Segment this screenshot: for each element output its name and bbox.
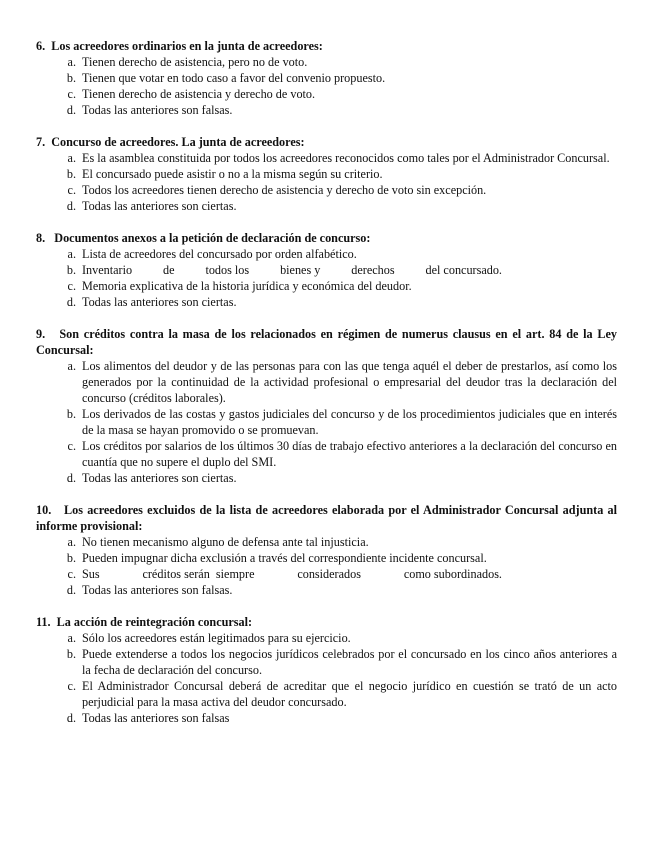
question-11 (36, 614, 617, 726)
question-number: 10. (36, 503, 52, 517)
option-a (36, 630, 617, 646)
option-word: bienes y (280, 263, 321, 277)
option-list (36, 246, 617, 310)
option-letter: d. (66, 103, 76, 117)
option-letter: b. (66, 263, 76, 277)
option-text: No tienen mecanismo alguno de defensa ante tal injusticia. (82, 535, 369, 549)
option-text: El Administrador Concursal deberá de acreditar que el negocio jurídico en cuestión se trató de un acto perjudicial para la masa activa del deudor concursado. (82, 679, 617, 709)
option-word: derechos (351, 263, 395, 277)
option-text: Todas las anteriores son falsas (82, 711, 230, 725)
option-letter: b. (66, 167, 76, 181)
question-8 (36, 230, 617, 310)
option-text: Los créditos por salarios de los últimos 30 días de trabajo efectivo anteriores a la declaración del concurso en cuantía que no supere el duplo del SMI. (82, 439, 617, 469)
option-d (36, 102, 617, 118)
option-text: Lista de acreedores del concursado por orden alfabético. (82, 247, 357, 261)
question-number: 7. (36, 135, 46, 149)
option-c (36, 182, 617, 198)
option-text: Sólo los acreedores están legitimados para su ejercicio. (82, 631, 351, 645)
option-b (36, 406, 617, 438)
option-a (36, 54, 617, 70)
option-b (36, 550, 617, 566)
option-text: Todas las anteriores son falsas. (82, 103, 233, 117)
option-word: considerados (297, 567, 361, 581)
option-letter: a. (67, 359, 76, 373)
question-number: 6. (36, 39, 46, 53)
question-title (36, 326, 617, 358)
option-d (36, 710, 617, 726)
option-word: del concursado. (425, 263, 502, 277)
option-text: Es la asamblea constituida por todos los acreedores reconocidos como tales por el Administrador Concursal. (82, 151, 610, 165)
option-text: Todas las anteriores son ciertas. (82, 295, 237, 309)
question-number: 8. (36, 231, 46, 245)
option-letter: b. (66, 407, 76, 421)
option-list (36, 534, 617, 598)
option-c (36, 86, 617, 102)
option-letter: a. (67, 631, 76, 645)
option-a (36, 150, 617, 166)
option-text: Puede extenderse a todos los negocios jurídicos celebrados por el concursado en los cinco años anteriores a la fecha de declaración del concurso. (82, 647, 617, 677)
question-text: Los acreedores excluidos de la lista de acreedores elaborada por el Administrador Concursal adjunta al informe provisional: (36, 503, 618, 533)
option-letter: c. (67, 279, 76, 293)
option-text: Todas las anteriores son ciertas. (82, 471, 237, 485)
option-c (36, 678, 617, 710)
option-d (36, 198, 617, 214)
option-letter: c. (67, 183, 76, 197)
question-number: 9. (36, 327, 46, 341)
question-text: Concurso de acreedores. La junta de acreedores: (51, 135, 305, 149)
option-word: de (163, 263, 175, 277)
option-text: El concursado puede asistir o no a la misma según su criterio. (82, 167, 383, 181)
option-letter: b. (66, 71, 76, 85)
question-text: Son créditos contra la masa de los relacionados en régimen de numerus clausus en el art. 84 de la Ley Concursal: (36, 327, 618, 357)
option-letter: d. (66, 199, 76, 213)
question-text: La acción de reintegración concursal: (56, 615, 253, 629)
option-word: Inventario (82, 263, 133, 277)
option-letter: c. (67, 439, 76, 453)
option-letter: d. (66, 583, 76, 597)
option-text: Los derivados de las costas y gastos judiciales del concurso y de los procedimientos judiciales que en interés de la masa se hayan promovido o se promuevan. (82, 407, 617, 437)
question-text: Documentos anexos a la petición de declaración de concurso: (54, 231, 371, 245)
option-text: Todas las anteriores son ciertas. (82, 199, 237, 213)
option-word: todos los (205, 263, 250, 277)
option-letter: a. (67, 55, 76, 69)
option-d (36, 470, 617, 486)
question-title (36, 134, 617, 150)
option-text: Tienen derecho de asistencia, pero no de voto. (82, 55, 308, 69)
option-text: Tienen que votar en todo caso a favor del convenio propuesto. (82, 71, 386, 85)
option-letter: c. (67, 679, 76, 693)
option-text: Tienen derecho de asistencia y derecho de voto. (82, 87, 316, 101)
option-b (36, 166, 617, 182)
option-a (36, 358, 617, 406)
question-9 (36, 326, 617, 486)
option-word: como subordinados. (403, 567, 502, 581)
option-text: Todas las anteriores son falsas. (82, 583, 233, 597)
option-d (36, 582, 617, 598)
question-6 (36, 38, 617, 118)
question-title (36, 614, 617, 630)
option-list (36, 358, 617, 486)
question-number: 11. (36, 615, 51, 629)
option-letter: c. (67, 87, 76, 101)
option-word: créditos serán siempre (142, 567, 255, 581)
option-a (36, 246, 617, 262)
option-text: Los alimentos del deudor y de las personas para con las que tenga aquél el deber de prestarlos, así como los generados por la continuidad de la actividad profesional o empresarial del deudor tras la declaración del concurso (créditos laborales). (82, 359, 617, 405)
question-list (36, 38, 617, 742)
option-text: Memoria explicativa de la historia jurídica y económica del deudor. (82, 279, 412, 293)
option-letter: b. (66, 647, 76, 661)
option-letter: c. (67, 567, 76, 581)
option-letter: d. (66, 471, 76, 485)
question-10 (36, 502, 617, 598)
option-word: Sus (82, 567, 100, 581)
option-a (36, 534, 617, 550)
option-letter: d. (66, 711, 76, 725)
option-letter: b. (66, 551, 76, 565)
option-letter: d. (66, 295, 76, 309)
question-7 (36, 134, 617, 214)
option-letter: a. (67, 535, 76, 549)
option-text (82, 566, 502, 582)
question-text: Los acreedores ordinarios en la junta de acreedores: (51, 39, 323, 53)
option-c (36, 566, 617, 582)
option-list (36, 54, 617, 118)
option-text: Pueden impugnar dicha exclusión a través del correspondiente incidente concursal. (82, 551, 487, 565)
option-b (36, 262, 617, 278)
option-text (82, 262, 502, 278)
option-d (36, 294, 617, 310)
option-list (36, 630, 617, 726)
option-letter: a. (67, 247, 76, 261)
option-c (36, 438, 617, 470)
question-title (36, 38, 617, 54)
option-letter: a. (67, 151, 76, 165)
option-list (36, 150, 617, 214)
option-b (36, 646, 617, 678)
option-text: Todos los acreedores tienen derecho de asistencia y derecho de voto sin excepción. (82, 183, 487, 197)
question-title (36, 230, 617, 246)
question-title (36, 502, 617, 534)
option-c (36, 278, 617, 294)
option-b (36, 70, 617, 86)
